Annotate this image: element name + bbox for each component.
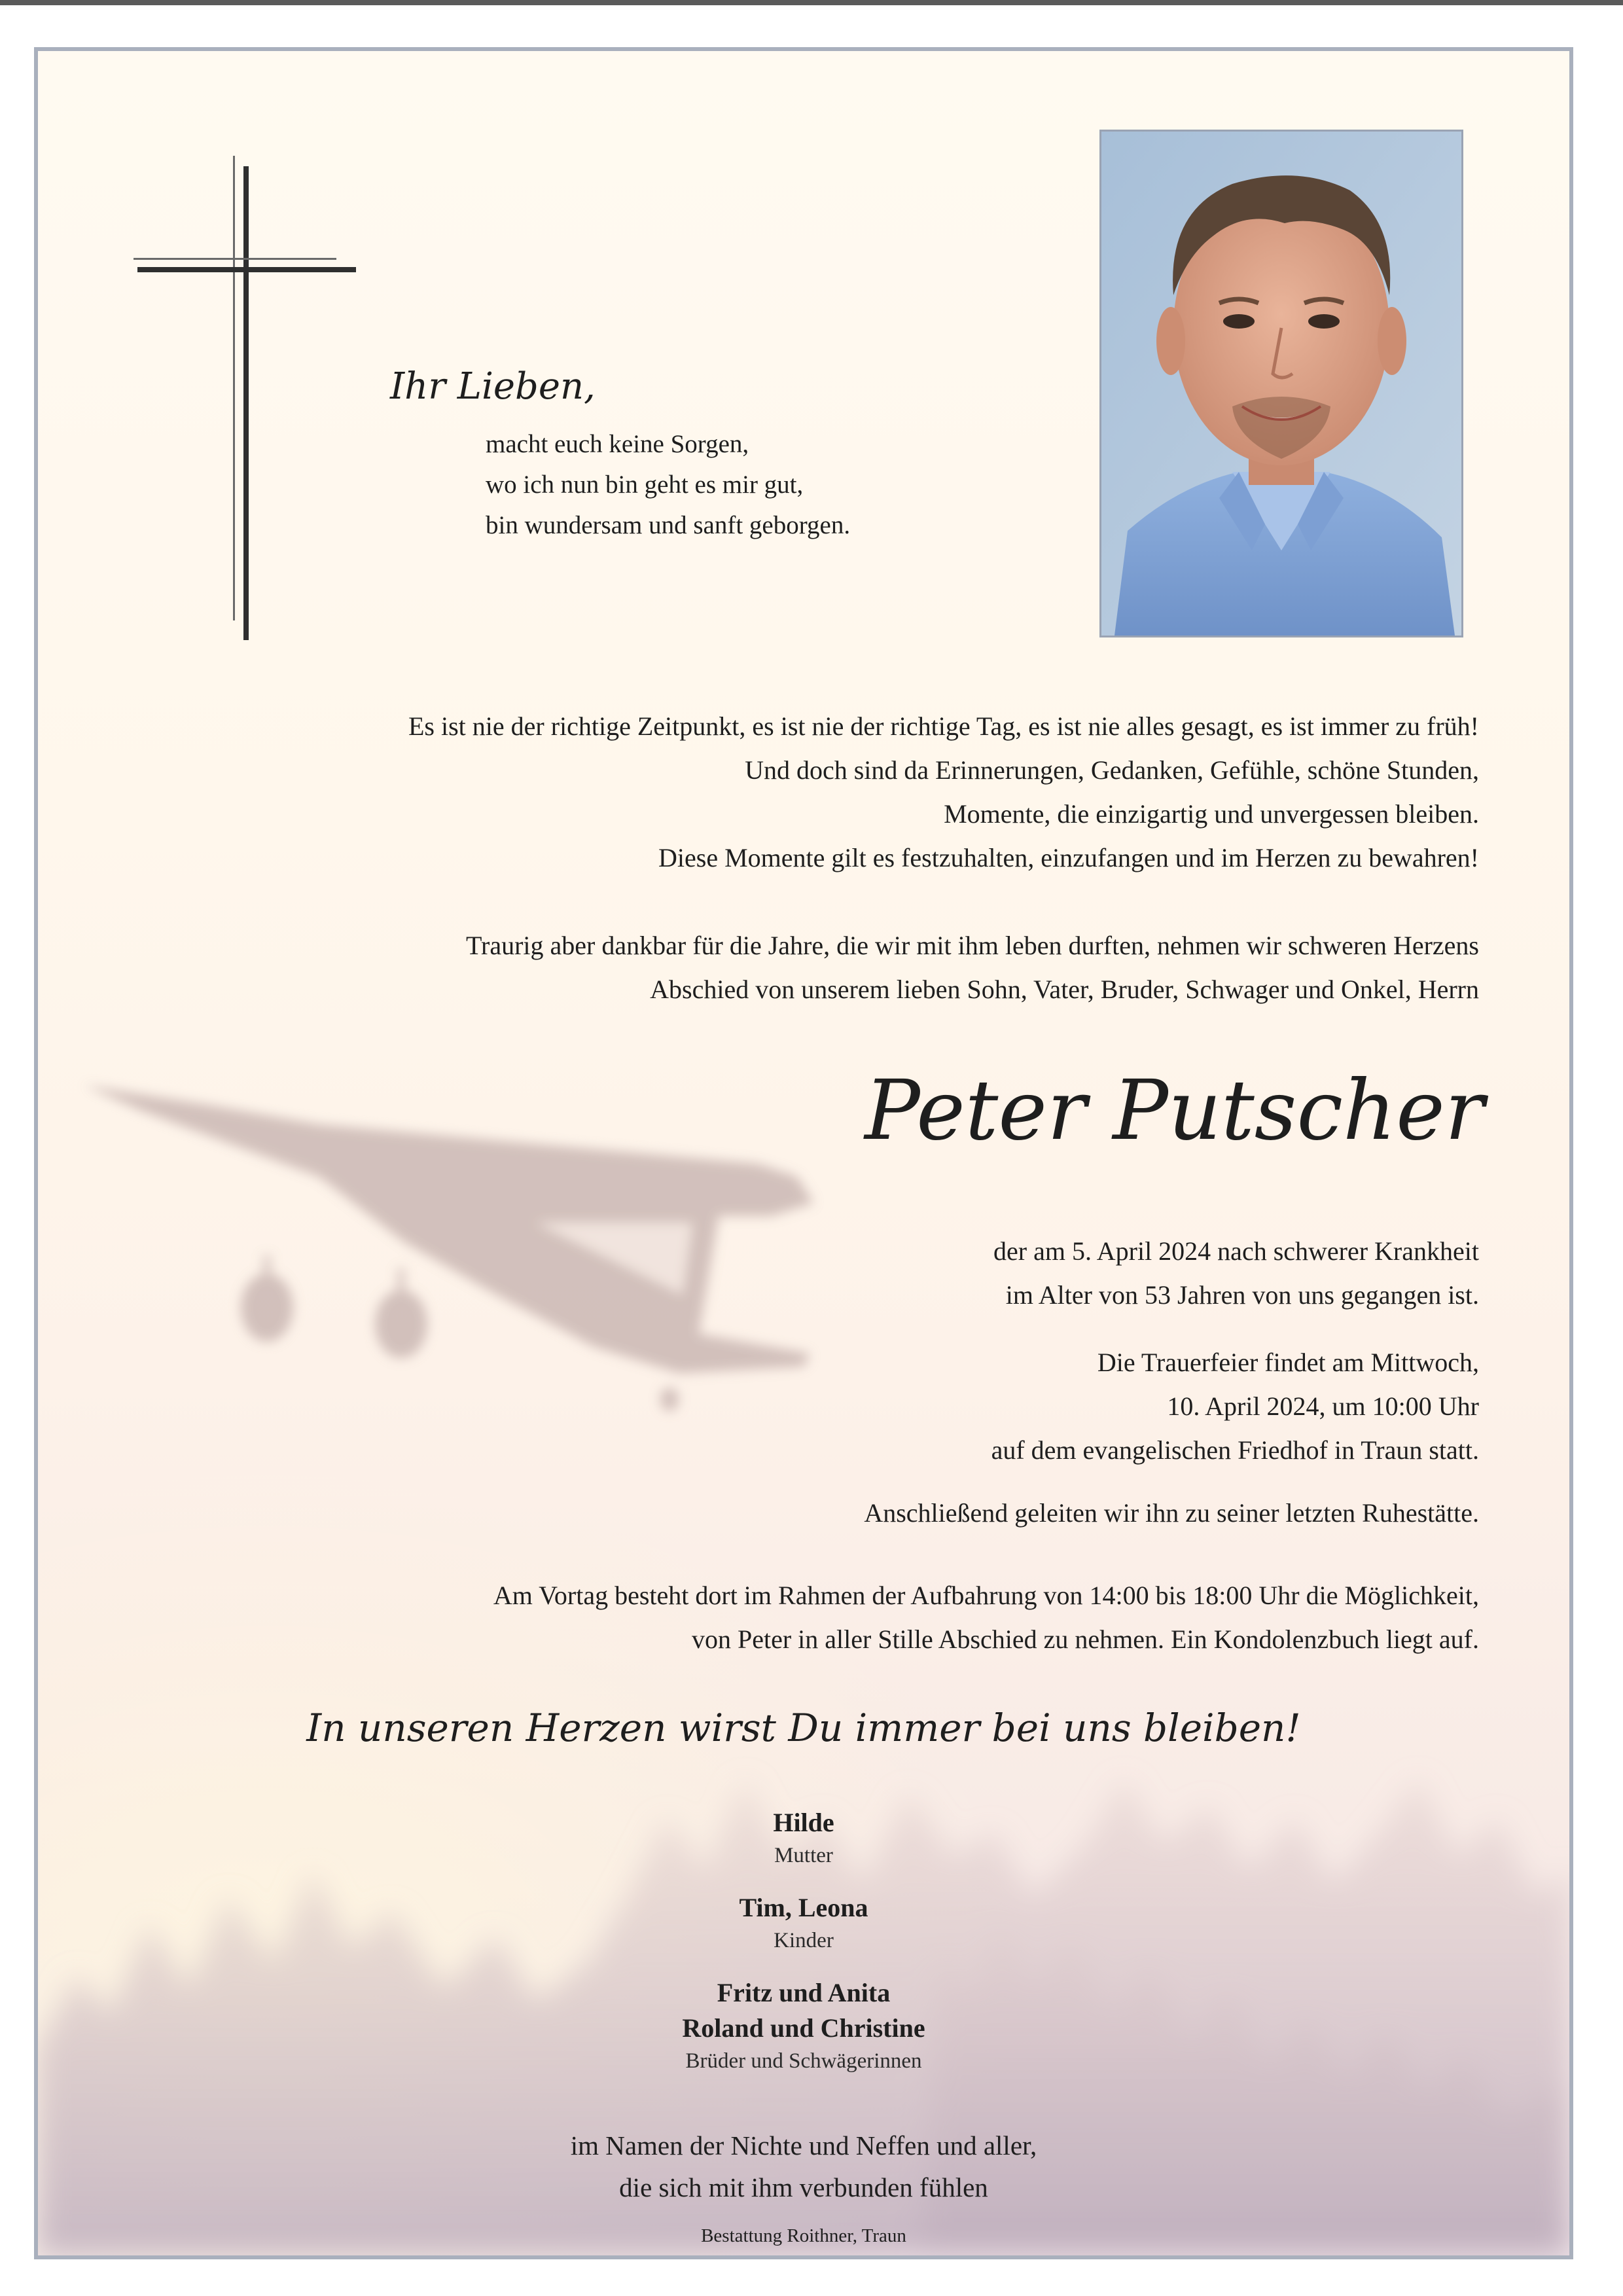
viewing-line: Am Vortag besteht dort im Rahmen der Aufbahrung von 14:00 bis 18:00 Uhr die Möglichkeit, <box>493 1581 1479 1610</box>
closing-text <box>38 2125 1569 2208</box>
motto: In unseren Herzen wirst Du immer bei uns bleiben! <box>306 1706 1301 1750</box>
mourner-role: Brüder und Schwägerinnen <box>685 2049 922 2073</box>
deceased-name: Peter Putscher <box>865 1062 1484 1158</box>
scan-top-rule <box>0 0 1623 5</box>
mourner-group <box>38 1805 1569 1871</box>
closing-line: die sich mit ihm verbunden fühlen <box>619 2172 988 2202</box>
mourner-name: Tim, Leona <box>739 1893 868 1922</box>
mourners-list <box>38 1805 1569 2076</box>
viewing-info <box>105 1573 1479 1661</box>
mourner-name: Roland und Christine <box>682 2013 925 2043</box>
mourner-name: Hilde <box>773 1808 834 1837</box>
poem-line: bin wundersam und sanft geborgen. <box>486 511 851 539</box>
funeral-home-footer: Bestattung Roithner, Traun <box>701 2225 906 2246</box>
mourner-group <box>38 1975 1569 2076</box>
obituary-card <box>34 47 1573 2259</box>
intro-line: Momente, die einzigartig und unvergessen bleiben. <box>944 799 1479 829</box>
announcement-paragraph <box>105 924 1479 1011</box>
ceremony-line: auf dem evangelischen Friedhof in Traun statt. <box>991 1435 1479 1465</box>
ceremony-line: Die Trauerfeier findet am Mittwoch, <box>1097 1348 1479 1377</box>
closing-line: im Namen der Nichte und Neffen und aller, <box>570 2130 1037 2161</box>
mourner-role: Mutter <box>774 1844 833 1867</box>
poem-line: wo ich nun bin geht es mir gut, <box>486 471 804 499</box>
mourner-group <box>38 1890 1569 1956</box>
mourner-name: Fritz und Anita <box>717 1978 891 2007</box>
intro-line: Diese Momente gilt es festzuhalten, einzufangen und im Herzen zu bewahren! <box>658 843 1479 872</box>
poem-line: macht euch keine Sorgen, <box>486 430 749 458</box>
portrait-illustration <box>1101 132 1461 636</box>
death-info <box>563 1229 1479 1317</box>
intro-paragraph <box>105 704 1479 880</box>
intro-line: Und doch sind da Erinnerungen, Gedanken, Gefühle, schöne Stunden, <box>745 755 1479 785</box>
ceremony-info <box>563 1340 1479 1472</box>
death-line: der am 5. April 2024 nach schwerer Krankheit <box>993 1236 1479 1266</box>
poem-verse <box>486 424 850 546</box>
viewing-line: von Peter in aller Stille Abschied zu nehmen. Ein Kondolenzbuch liegt auf. <box>691 1624 1479 1654</box>
announcement-line: Abschied von unserem lieben Sohn, Vater, Bruder, Schwager und Onkel, Herrn <box>650 975 1479 1004</box>
poem-salutation: Ihr Lieben, <box>390 365 596 408</box>
intro-line: Es ist nie der richtige Zeitpunkt, es ist nie der richtige Tag, es ist nie alles gesagt, es ist immer zu früh! <box>408 711 1479 741</box>
mourner-role: Kinder <box>774 1929 834 1952</box>
burial-info: Anschließend geleiten wir ihn zu seiner letzten Ruhestätte. <box>864 1498 1479 1528</box>
death-line: im Alter von 53 Jahren von uns gegangen ist. <box>1005 1280 1479 1310</box>
ceremony-line: 10. April 2024, um 10:00 Uhr <box>1167 1391 1479 1421</box>
portrait-photo <box>1099 130 1463 637</box>
announcement-line: Traurig aber dankbar für die Jahre, die wir mit ihm leben durften, nehmen wir schweren Herzens <box>466 931 1479 960</box>
